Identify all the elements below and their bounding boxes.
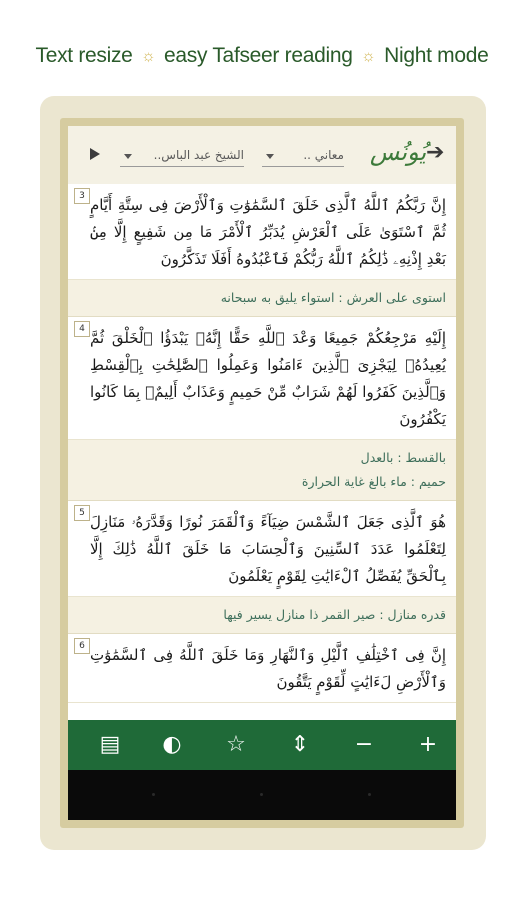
promo-item-tafseer: easy Tafseer reading xyxy=(164,44,353,67)
tafseer-line: بالقسط : بالعدل xyxy=(360,450,446,465)
nav-recents-button[interactable] xyxy=(368,793,371,796)
fit-height-icon[interactable]: ⇕ xyxy=(290,732,310,757)
sun-icon: ☼ xyxy=(361,48,376,65)
zoom-in-icon[interactable]: + xyxy=(418,732,438,757)
verse-text[interactable]: إِلَيْهِ مَرْجِعُكُمْ جَمِيعًا وَعْدَ ٱللَّهِ حَقًّا إِنَّهُۥ يَبْدَؤُا ٱلْخَلْقَ ثُمَّ يُعِيدُهُۥ لِيَجْزِىَ ٱلَّذِينَ ءَامَنُوا وَعَمِلُوا ٱلصَّٰلِحَٰتِ بِٱلْقِسْطِ وَٱلَّذِينَ كَفَرُوا لَهُمْ شَرَابٌ مِّنْ حَمِيمٍ وَعَذَابٌ أَلِيمٌۢ بِمَا كَانُوا يَكْفُرُونَ xyxy=(90,329,446,428)
tafseer-block xyxy=(68,597,456,634)
app-toolbar xyxy=(68,126,456,185)
nav-home-button[interactable] xyxy=(260,793,263,796)
bottom-toolbar xyxy=(68,720,456,770)
verse-item xyxy=(68,317,456,440)
verse-text[interactable]: هُوَ ٱلَّذِى جَعَلَ ٱلشَّمْسَ ضِيَآءً وَٱلْقَمَرَ نُورًا وَقَدَّرَهُۥ مَنَازِلَ لِتَعْلَمُوا عَدَدَ ٱلسِّنِينَ وَٱلْحِسَابَ مَا خَلَقَ ٱللَّهُ ذَٰلِكَ إِلَّا بِٱلْحَقِّ يُفَصِّلُ ٱلْءَايَٰتِ لِقَوْمٍ يَعْلَمُونَ xyxy=(90,513,446,585)
nav-back-button[interactable] xyxy=(152,793,155,796)
chevron-down-icon xyxy=(266,154,274,159)
app-screen xyxy=(68,126,456,820)
promo-item-text-resize: Text resize xyxy=(35,44,133,67)
system-nav-bar xyxy=(68,770,456,820)
reciter-label: الشيخ عبد الباس.. xyxy=(153,148,244,162)
promo-item-night-mode: Night mode xyxy=(384,44,489,67)
tafseer-line: استوى على العرش : استواء يليق به سبحانه xyxy=(220,290,446,305)
tafseer-block xyxy=(68,440,456,501)
verse-number: 6 xyxy=(74,638,90,654)
zoom-out-icon[interactable]: − xyxy=(354,732,374,757)
chevron-down-icon xyxy=(124,154,132,159)
meanings-label: معاني .. xyxy=(303,148,344,162)
sun-icon: ☼ xyxy=(141,48,156,65)
tafseer-line: قدره منازل : صير القمر ذا منازل يسير فيها xyxy=(223,607,446,622)
verse-item xyxy=(68,501,456,597)
verse-text[interactable]: إِنَّ فِى ٱخْتِلَٰفِ ٱلَّيْلِ وَٱلنَّهَارِ وَمَا خَلَقَ ٱللَّهُ فِى ٱلسَّمَٰوَٰتِ وَٱلْأَرْضِ لَءَايَٰتٍ لِّقَوْمٍ يَتَّقُونَ xyxy=(90,646,446,691)
verse-number: 3 xyxy=(74,188,90,204)
tafseer-block xyxy=(68,280,456,317)
meanings-dropdown[interactable] xyxy=(262,148,344,167)
verse-item xyxy=(68,634,456,703)
promo-caption xyxy=(0,44,524,68)
verse-text[interactable]: إِنَّ رَبَّكُمُ ٱللَّهُ ٱلَّذِى خَلَقَ ٱلسَّمَٰوَٰتِ وَٱلْأَرْضَ فِى سِتَّةِ أَيَّامٍ ثُمَّ ٱسْتَوَىٰ عَلَى ٱلْعَرْشِ يُدَبِّرُ ٱلْأَمْرَ مَا مِن شَفِيعٍ إِلَّا مِنۢ بَعْدِ إِذْنِهِۦ ذَٰلِكُمُ ٱللَّهُ رَبُّكُمْ فَٱعْبُدُوهُ أَفَلَا تَذَكَّرُونَ xyxy=(90,196,446,268)
play-icon[interactable] xyxy=(90,148,100,160)
back-arrow-icon[interactable]: ➔ xyxy=(426,140,445,165)
sura-title: يُونُس xyxy=(369,138,427,166)
verse-item xyxy=(68,184,456,280)
verse-number: 5 xyxy=(74,505,90,521)
verses-list[interactable] xyxy=(68,184,456,720)
reciter-dropdown[interactable] xyxy=(120,148,244,167)
index-icon[interactable]: ▤ xyxy=(99,732,121,757)
tafseer-line: حميم : ماء بالغ غاية الحرارة xyxy=(301,474,446,489)
bookmark-star-icon[interactable]: ☆ xyxy=(226,732,246,757)
verse-number: 4 xyxy=(74,321,90,337)
night-mode-icon[interactable]: ◐ xyxy=(162,732,182,757)
